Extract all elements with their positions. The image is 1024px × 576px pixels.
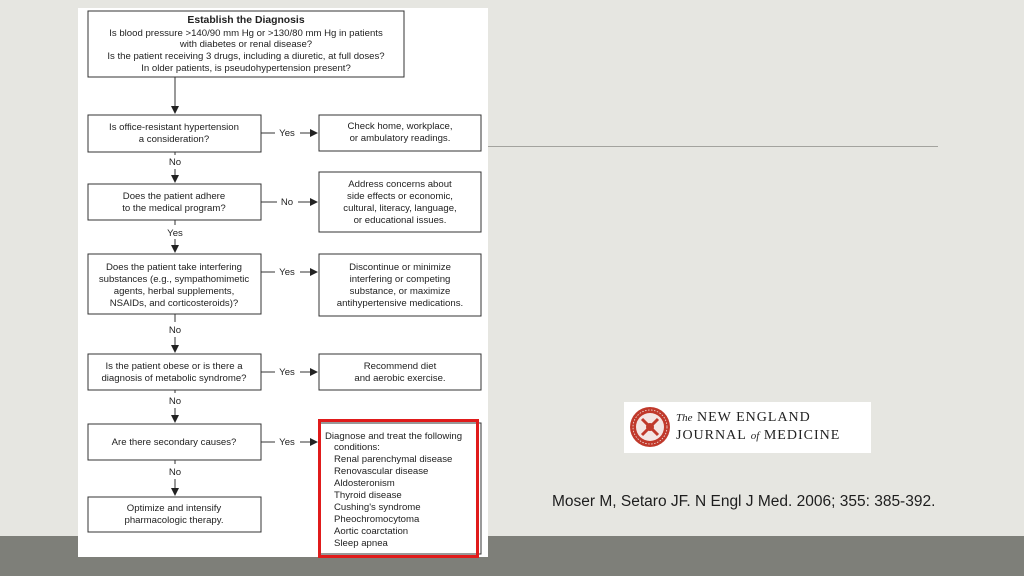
logo-new-england: NEW ENGLAND [697, 410, 811, 425]
divider-line [488, 146, 938, 147]
action-line: Recommend diet [363, 361, 437, 372]
question-line: substances (e.g., sympathomimetic [98, 274, 250, 285]
question-line: diagnosis of metabolic syndrome? [101, 373, 247, 384]
no-label: No [168, 396, 182, 407]
question-line: to the medical program? [122, 203, 226, 214]
logo-medicine: MEDICINE [763, 428, 841, 443]
action-check-readings-box [319, 115, 481, 151]
logo-of: of [750, 430, 760, 442]
question-line: Does the patient take interfering [106, 262, 242, 273]
red-highlight-frame [318, 419, 479, 558]
logo-title-line1 [676, 410, 811, 426]
final-line: Optimize and intensify [126, 503, 222, 514]
question-adherence-box [88, 184, 261, 220]
action-line: and aerobic exercise. [354, 373, 446, 384]
action-address-concerns-box [319, 172, 481, 232]
nejm-logo [624, 402, 871, 453]
question-line: Is the patient obese or is there a [105, 361, 243, 372]
action-diet-exercise-box [319, 354, 481, 390]
final-line: pharmacologic therapy. [124, 515, 224, 526]
question-secondary-causes-box [88, 424, 261, 460]
action-line: Discontinue or minimize [349, 262, 451, 273]
yes-label: Yes [167, 228, 183, 239]
establish-line: with diabetes or renal disease? [179, 39, 313, 50]
action-line: cultural, literacy, language, [343, 203, 457, 214]
establish-title: Establish the Diagnosis [187, 15, 305, 26]
question-line: a consideration? [138, 134, 210, 145]
condition-item: Sleep apnea [334, 538, 388, 549]
question-line: Is office-resistant hypertension [109, 122, 239, 133]
condition-item: Aortic coarctation [334, 526, 409, 537]
action-discontinue-box [319, 254, 481, 316]
question-interfering-substances-box [88, 254, 261, 314]
action-line: antihypertensive medications. [336, 298, 464, 309]
action-line: interfering or competing [349, 274, 451, 285]
condition-item: Renovascular disease [334, 466, 429, 477]
yes-label: Yes [279, 367, 295, 378]
action-line: Diagnose and treat the following [325, 431, 463, 442]
action-line: or ambulatory readings. [349, 133, 451, 144]
action-line: conditions: [334, 442, 380, 453]
yes-label: Yes [279, 437, 295, 448]
condition-item: Cushing's syndrome [334, 502, 421, 513]
establish-line: Is the patient receiving 3 drugs, including a diuretic, at full doses? [107, 51, 385, 62]
question-office-resistant-box [88, 115, 261, 152]
condition-item: Renal parenchymal disease [334, 454, 453, 465]
final-optimize-therapy-box [88, 497, 261, 532]
condition-item: Pheochromocytoma [334, 514, 420, 525]
no-label: No [168, 325, 182, 336]
action-line: or educational issues. [353, 215, 447, 226]
establish-diagnosis-box [88, 11, 404, 77]
question-line: NSAIDs, and corticosteroids)? [109, 298, 239, 309]
no-label: No [168, 157, 182, 168]
logo-the: The [676, 412, 693, 424]
action-line: substance, or maximize [349, 286, 451, 297]
no-label: No [280, 197, 294, 208]
action-line: side effects or economic, [347, 191, 453, 202]
question-line: agents, herbal supplements, [113, 286, 235, 297]
action-line: Address concerns about [348, 179, 452, 190]
action-line: Check home, workplace, [347, 121, 453, 132]
yes-label: Yes [279, 128, 295, 139]
condition-item: Aldosteronism [334, 478, 395, 489]
no-label: No [168, 467, 182, 478]
question-obesity-box [88, 354, 261, 390]
question-line: Are there secondary causes? [111, 437, 237, 448]
nejm-seal-icon [628, 405, 672, 449]
establish-line: In older patients, is pseudohypertension present? [141, 63, 351, 74]
logo-title-line2 [676, 428, 840, 444]
establish-line: Is blood pressure >140/90 mm Hg or >130/80 mm Hg in patients [109, 28, 383, 39]
question-line: Does the patient adhere [122, 191, 226, 202]
citation-text: Moser M, Setaro JF. N Engl J Med. 2006; 355: 385-392. [552, 493, 936, 510]
yes-label: Yes [279, 267, 295, 278]
logo-journal: JOURNAL [676, 428, 747, 443]
condition-item: Thyroid disease [334, 490, 402, 501]
